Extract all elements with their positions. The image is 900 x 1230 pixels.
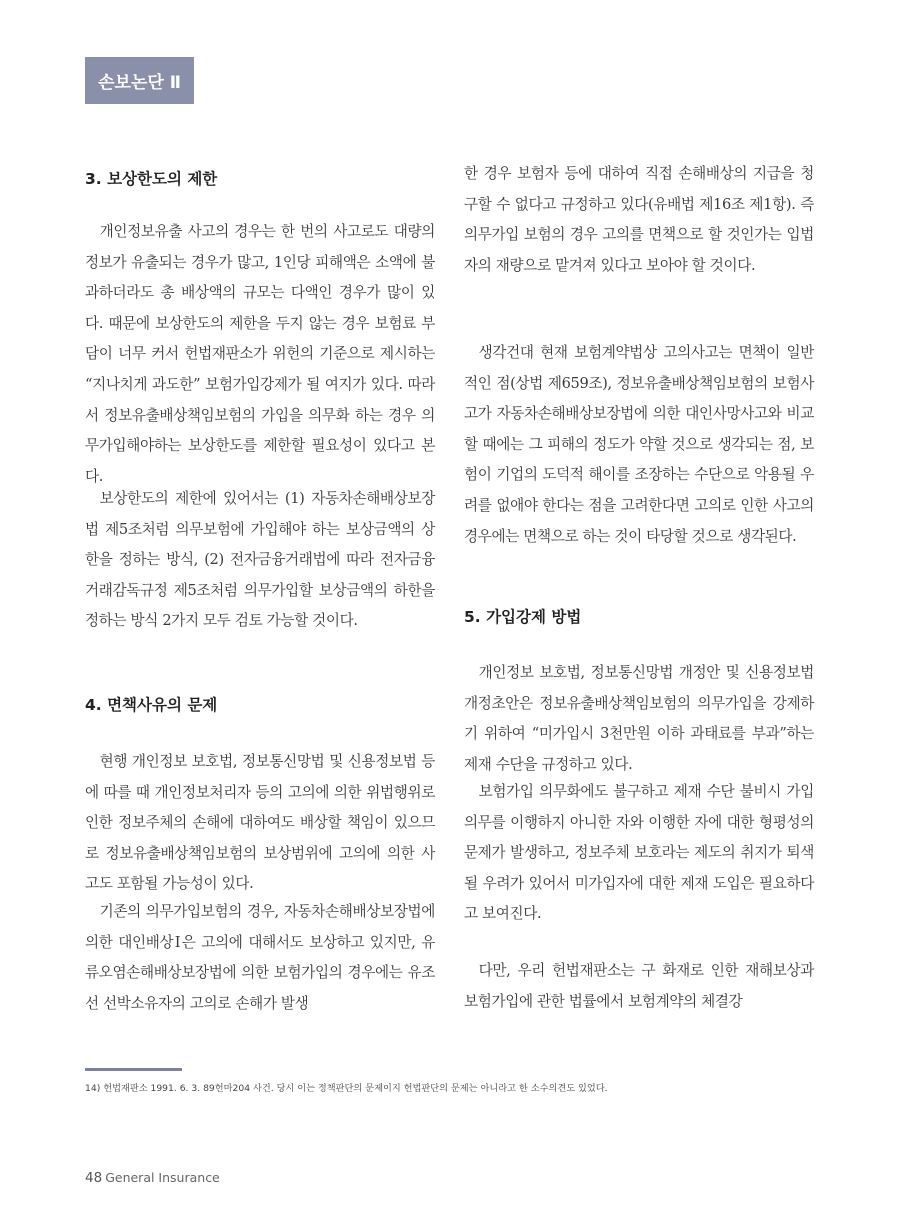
heading-section-4: 4. 면책사유의 문제 xyxy=(85,696,218,714)
footnote-divider xyxy=(85,1068,182,1071)
paragraph: 보험가입 의무화에도 불구하고 제재 수단 불비시 가입의무를 이행하지 아니한 자와 이행한 자에 대한 형평성의 문제가 발생하고, 정보주체 보호라는 제도의 취지가 퇴색될 우려가 있어서 미가입자에 대한 제재 도입은 필요하다고 보여진다. xyxy=(464,783,814,923)
page-footer xyxy=(85,1170,220,1186)
paragraph: 현행 개인정보 보호법, 정보통신망법 및 신용정보법 등에 따를 때 개인정보처리자 등의 고의에 의한 위법행위로 인한 정보주체의 손해에 대하여도 배상할 책임이 있으므로 정보유출배상책임보험의 보상범위에 고의에 의한 사고도 포함될 가능성이 있다. xyxy=(85,753,435,893)
paragraph: 기존의 의무가입보험의 경우, 자동차손해배상보장법에 의한 대인배상Ⅰ은 고의에 대해서도 보상하고 있지만, 유류오염손해배상보장법에 의한 보험가입의 경우에는 유조선 선박소유자의 고의로 손해가 발생 xyxy=(85,903,435,1012)
paragraph: 개인정보유출 사고의 경우는 한 번의 사고로도 대량의 정보가 유출되는 경우가 많고, 1인당 피해액은 소액에 불과하더라도 총 배상액의 규모는 다액인 경우가 많이 있다. 때문에 보상한도의 제한을 두지 않는 경우 보험료 부담이 너무 커서 헌법재판소가 위헌의 기준으로 제시하는 “지나치게 과도한” 보험가입강제가 될 여지가 있다. 따라서 정보유출배상책임보험의 가입을 의무화 하는 경우 의무가입해야하는 보상한도를 제한할 필요성이 있다고 본다. xyxy=(85,223,435,485)
paragraph: 생각건대 현재 보험계약법상 고의사고는 면책이 일반적인 점(상법 제659조), 정보유출배상책임보험의 보험사고가 자동차손해배상보장법에 의한 대인사망사고와 비교할 때에는 그 피해의 정도가 약할 것으로 생각되는 점, 보험이 기업의 도덕적 해이를 조장하는 수단으로 악용될 우려를 없애야 한다는 점을 고려한다면 고의로 인한 사고의 경우에는 면책으로 하는 것이 타당할 것으로 생각된다. xyxy=(464,344,814,545)
section-tag: 손보논단 Ⅱ xyxy=(85,57,194,104)
paragraph: 한 경우 보험자 등에 대하여 직접 손해배상의 지급을 청구할 수 없다고 규정하고 있다(유배법 제16조 제1항). 즉 의무가입 보험의 경우 고의를 면책으로 할 것인가는 입법자의 재량으로 맡겨져 있다고 보아야 할 것이다. xyxy=(464,165,814,274)
heading-section-3: 3. 보상한도의 제한 xyxy=(85,170,218,188)
paragraph: 보상한도의 제한에 있어서는 (1) 자동차손해배상보장법 제5조처럼 의무보험에 가입해야 하는 보상금액의 상한을 정하는 방식, (2) 전자금융거래법에 따라 전자금융거래감독규정 제5조처럼 의무가입할 보상금액의 하한을 정하는 방식 2가지 모두 검토 가능할 것이다. xyxy=(85,490,435,630)
paragraph: 개인정보 보호법, 정보통신망법 개정안 및 신용정보법 개정초안은 정보유출배상책임보험의 의무가입을 강제하기 위하여 “미가입시 3천만원 이하 과태료를 부과”하는 제재 수단을 규정하고 있다. xyxy=(464,664,814,773)
footnote: 14) 헌법재판소 1991. 6. 3. 89헌마204 사건. 당시 이는 정책판단의 문제이지 헌법판단의 문제는 아니라고 한 소수의견도 있었다. xyxy=(85,1083,608,1094)
heading-section-5: 5. 가입강제 방법 xyxy=(464,608,582,626)
page-number: 48 xyxy=(85,1170,103,1186)
paragraph: 다만, 우리 헌법재판소는 구 화재로 인한 재해보상과 보험가입에 관한 법률에서 보험계약의 체결강 xyxy=(464,962,814,1010)
publication-name: General Insurance xyxy=(105,1170,220,1185)
